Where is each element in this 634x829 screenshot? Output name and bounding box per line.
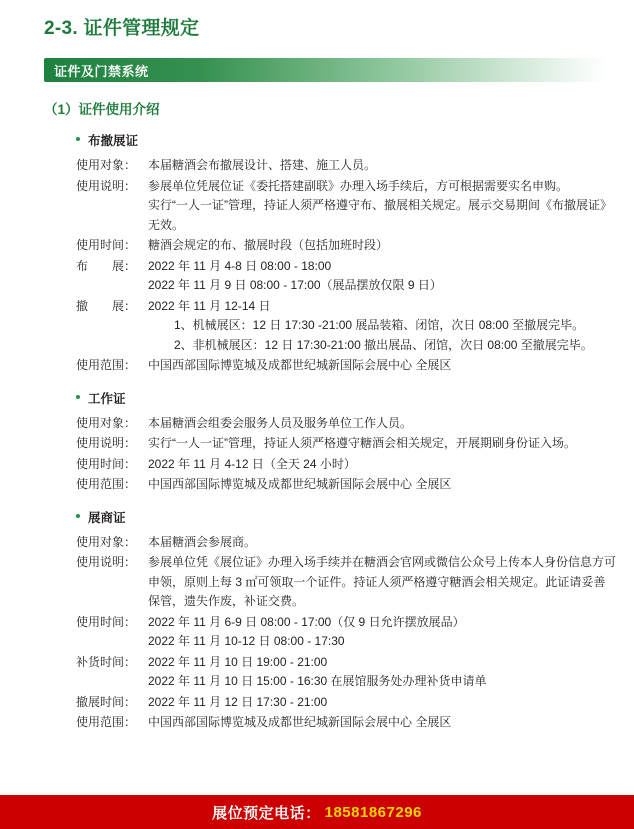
credential-row-value xyxy=(148,297,616,356)
credential-row-value xyxy=(148,653,616,692)
credential-row-line: 中国西部国际博览城及成都世纪城新国际会展中心 全展区 xyxy=(148,477,452,491)
credential-row xyxy=(76,434,616,454)
credential-row-label: 使用对象： xyxy=(76,158,137,172)
credential-block-title: 展商证 xyxy=(76,508,616,526)
credential-row-label: 使用范围： xyxy=(76,715,137,729)
credential-row-line: 实行“一人一证”管理，持证人须严格遵守布、撤展相关规定。展示交易期间《布撤展证》无效。 xyxy=(148,198,612,232)
credential-row-value xyxy=(148,434,616,454)
footer-contact-bar xyxy=(0,795,634,829)
credential-row-label: 使用对象： xyxy=(76,415,137,430)
credential-block-title: 工作证 xyxy=(76,389,616,407)
credential-row-subline: 1、机械展区：12 日 17:30 -21:00 展品装箱、闭馆，次日 08:00 至撤展完毕。 xyxy=(174,318,585,332)
credential-row-line: 2022 年 11 月 4-8 日 08:00 - 18:00 xyxy=(148,258,332,273)
credential-row xyxy=(76,653,616,692)
credential-row-value xyxy=(148,713,616,733)
credential-row xyxy=(76,693,616,713)
credential-row xyxy=(76,533,616,553)
credential-row xyxy=(76,236,616,256)
credential-block-title: 布撤展证 xyxy=(76,131,616,149)
credential-row-line: 实行“一人一证”管理，持证人须严格遵守糖酒会相关规定，开展期刷身份证入场。 xyxy=(148,436,576,450)
credential-row-label: 使用说明： xyxy=(76,178,137,193)
credential-rows xyxy=(76,533,616,733)
credential-row-value xyxy=(148,257,616,296)
credential-row-value xyxy=(148,693,616,713)
credential-row xyxy=(76,553,616,612)
credential-row-line: 2022 年 11 月 6-9 日 08:00 - 17:00（仅 9 日允许摆放展品） xyxy=(148,614,465,629)
section-header-label: 证件及门禁系统 xyxy=(54,63,149,79)
credential-row-label: 使用时间： xyxy=(76,614,137,629)
credential-rows xyxy=(76,414,616,495)
credential-row-label: 使用范围： xyxy=(76,358,137,372)
credential-block xyxy=(76,508,616,733)
credential-row-value xyxy=(148,533,616,553)
credential-row xyxy=(76,356,616,376)
credential-row xyxy=(76,613,616,652)
credential-block xyxy=(76,389,616,495)
credential-rows xyxy=(76,156,616,376)
credential-row-label: 使用范围： xyxy=(76,477,137,491)
credential-row-value xyxy=(148,236,616,256)
credential-row-label: 使用对象： xyxy=(76,534,137,549)
subsection-title: （1）证件使用介绍 xyxy=(44,102,160,117)
credential-row-value xyxy=(148,177,616,236)
content-blocks xyxy=(18,131,616,733)
credential-row-line: 参展单位凭展位证《委托搭建副联》办理入场手续后，方可根据需要实名申购。 xyxy=(148,178,569,193)
credential-row-value xyxy=(148,356,616,376)
credential-row-line: 本届糖酒会布撤展设计、搭建、施工人员。 xyxy=(148,158,377,172)
credential-row-line: 中国西部国际博览城及成都世纪城新国际会展中心 全展区 xyxy=(148,358,452,372)
credential-block xyxy=(76,131,616,376)
credential-row-label: 使用说明： xyxy=(76,555,137,569)
credential-row-line: 糖酒会规定的布、撤展时段（包括加班时段） xyxy=(148,238,389,252)
credential-row-value xyxy=(148,156,616,176)
credential-row-line: 2022 年 11 月 12 日 17:30 - 21:00 xyxy=(148,694,328,709)
credential-row-line: 2022 年 11 月 12-14 日 xyxy=(148,298,271,313)
document-page xyxy=(0,13,634,829)
credential-row-label: 使用说明： xyxy=(76,436,137,450)
credential-row-value xyxy=(148,553,616,612)
section-header-bar xyxy=(44,58,606,82)
credential-row-label: 使用时间： xyxy=(76,456,137,471)
footer-phone: 18581867296 xyxy=(324,803,422,821)
credential-row-value xyxy=(148,414,616,434)
footer-label: 展位预定电话： xyxy=(212,804,321,822)
credential-row xyxy=(76,414,616,434)
credential-row-value xyxy=(148,455,616,475)
credential-row-label: 补货时间： xyxy=(76,654,137,669)
credential-row-subline: 2、非机械展区：12 日 17:30-21:00 撤出展品、闭馆，次日 08:00 至撤展完毕。 xyxy=(174,337,593,352)
credential-row xyxy=(76,177,616,236)
credential-row-label: 布 展： xyxy=(76,258,137,273)
credential-row-line: 参展单位凭《展位证》办理入场手续并在糖酒会官网或微信公众号上传本人身份信息方可申领，原则上每 3 ㎡可领取一个证件。持证人须严格遵守糖酒会相关规定。此证请妥善保管，遗失作废，补证交费。 xyxy=(148,555,617,608)
credential-row xyxy=(76,257,616,296)
credential-row-line: 本届糖酒会参展商。 xyxy=(148,534,257,549)
credential-row-line: 本届糖酒会组委会服务人员及服务单位工作人员。 xyxy=(148,415,413,430)
credential-row-line: 2022 年 11 月 9 日 08:00 - 17:00（展品摆放仅限 9 日） xyxy=(148,278,442,292)
credential-row xyxy=(76,713,616,733)
credential-row-value xyxy=(148,613,616,652)
credential-row-line: 2022 年 11 月 10 日 19:00 - 21:00 xyxy=(148,654,328,669)
credential-row-label: 撤 展： xyxy=(76,298,137,313)
credential-row xyxy=(76,455,616,475)
credential-row-line: 中国西部国际博览城及成都世纪城新国际会展中心 全展区 xyxy=(148,715,452,729)
credential-row xyxy=(76,475,616,495)
credential-row-line: 2022 年 11 月 10 日 15:00 - 16:30 在展馆服务处办理补货申请单 xyxy=(148,674,487,688)
credential-row xyxy=(76,297,616,356)
credential-row-label: 使用时间： xyxy=(76,238,137,252)
credential-row-line: 2022 年 11 月 4-12 日（全天 24 小时） xyxy=(148,456,356,471)
credential-row xyxy=(76,156,616,176)
page-title: 2-3. 证件管理规定 xyxy=(44,18,200,39)
credential-row-line: 2022 年 11 月 10-12 日 08:00 - 17:30 xyxy=(148,634,345,648)
credential-row-value xyxy=(148,475,616,495)
credential-row-label: 撤展时间： xyxy=(76,694,137,709)
